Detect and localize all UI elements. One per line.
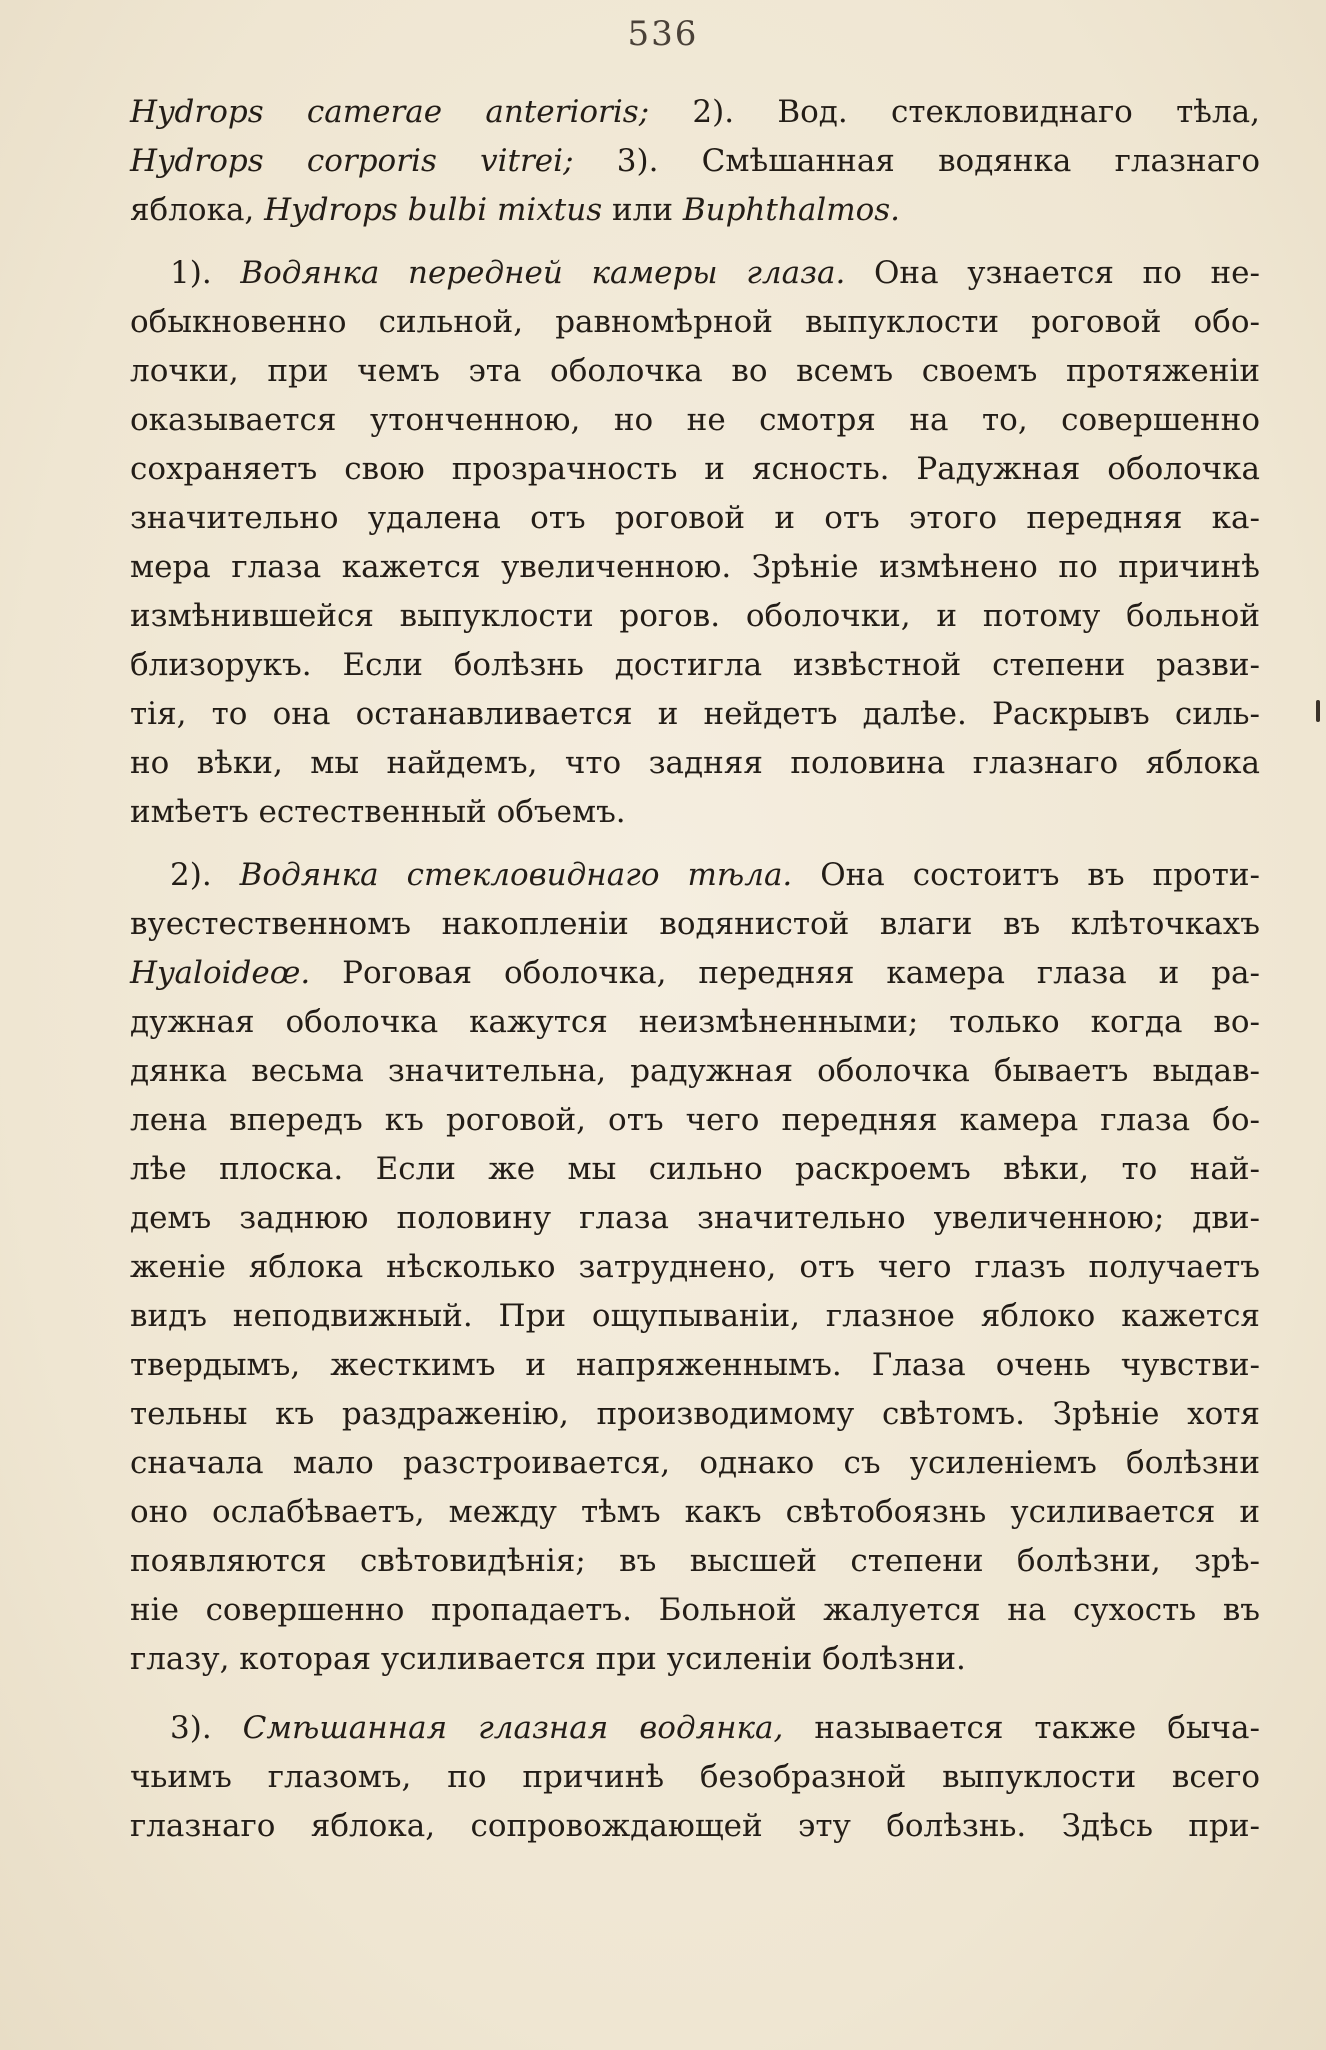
text-segment: 3). Смѣшанная водянка глазнаго	[573, 143, 1260, 179]
text-segment: видъ неподвижный. При ощупываніи, глазное яблоко кажется	[130, 1298, 1260, 1334]
text-line	[130, 445, 1260, 494]
text-segment: 2). Вод. стекловиднаго тѣла,	[649, 94, 1260, 130]
body-text	[130, 88, 1260, 1851]
italic-text: Водянка стекловиднаго тѣла.	[239, 857, 793, 893]
text-segment: значительно удалена отъ роговой и отъ этого передняя ка-	[130, 500, 1260, 536]
text-segment: Она узнается по не-	[845, 255, 1260, 291]
text-segment: мера глаза кажется увеличенною. Зрѣніе измѣнено по причинѣ	[130, 549, 1260, 585]
text-segment: сохраняетъ свою прозрачность и ясность. Радужная оболочка	[130, 451, 1260, 487]
text-segment: измѣнившейся выпуклости рогов. оболочки, и потому больной	[130, 598, 1260, 634]
text-line	[130, 788, 1260, 837]
text-line	[130, 592, 1260, 641]
italic-text: Водянка передней камеры глаза.	[240, 255, 846, 291]
text-line	[130, 1802, 1260, 1851]
text-line	[130, 396, 1260, 445]
text-segment: чьимъ глазомъ, по причинѣ безобразной выпуклости всего	[130, 1759, 1260, 1795]
text-line	[130, 1704, 1260, 1753]
paragraph-gap	[130, 1684, 1260, 1704]
text-segment: или	[602, 192, 683, 228]
text-segment: лочки, при чемъ эта оболочка во всемъ своемъ протяженіи	[130, 353, 1260, 389]
text-segment: Роговая оболочка, передняя камера глаза и ра-	[310, 955, 1260, 991]
text-line	[130, 690, 1260, 739]
text-segment: яблока,	[130, 192, 265, 228]
paragraph-gap	[130, 837, 1260, 851]
text-line	[130, 1586, 1260, 1635]
text-segment: тельны къ раздраженію, производимому свѣтомъ. Зрѣніе хотя	[130, 1396, 1260, 1432]
text-line	[130, 88, 1260, 137]
text-line	[130, 186, 1260, 235]
text-line	[130, 1194, 1260, 1243]
text-segment: 1).	[170, 255, 241, 291]
text-segment: но вѣки, мы найдемъ, что задняя половина глазнаго яблока	[130, 745, 1260, 781]
text-segment: обыкновенно сильной, равномѣрной выпуклости роговой обо-	[130, 304, 1260, 340]
text-segment: 2).	[170, 857, 240, 893]
text-segment: вуестественномъ накопленіи водянистой влаги въ клѣточкахъ	[130, 906, 1260, 942]
text-line	[130, 1488, 1260, 1537]
text-line	[130, 543, 1260, 592]
text-segment: глазу, которая усиливается при усиленіи болѣзни.	[130, 1641, 966, 1677]
text-segment: появляются свѣтовидѣнія; въ высшей степени болѣзни, зрѣ-	[130, 1543, 1260, 1579]
text-line	[130, 1047, 1260, 1096]
text-line	[130, 494, 1260, 543]
page-number: 536	[627, 14, 699, 54]
italic-text: Смѣшанная глазная водянка,	[242, 1710, 784, 1746]
text-segment: твердымъ, жесткимъ и напряженнымъ. Глаза очень чувстви-	[130, 1347, 1260, 1383]
text-segment: дянка весьма значительна, радужная оболочка бываетъ выдав-	[130, 1053, 1260, 1089]
text-line	[130, 949, 1260, 998]
text-segment: близорукъ. Если болѣзнь достигла извѣстной степени разви-	[130, 647, 1260, 683]
text-line	[130, 298, 1260, 347]
margin-mark	[1316, 700, 1320, 722]
text-segment: демъ заднюю половину глаза значительно увеличенною; дви-	[130, 1200, 1260, 1236]
text-segment: называется также быча-	[783, 1710, 1261, 1746]
italic-text: Buphthalmos.	[682, 192, 901, 228]
text-segment: глазнаго яблока, сопровождающей эту болѣзнь. Здѣсь при-	[130, 1808, 1260, 1844]
text-line	[130, 1537, 1260, 1586]
text-line	[130, 1753, 1260, 1802]
text-segment: оно ослабѣваетъ, между тѣмъ какъ свѣтобоязнь усиливается и	[130, 1494, 1260, 1530]
text-line	[130, 1635, 1260, 1684]
text-line	[130, 641, 1260, 690]
text-segment: дужная оболочка кажутся неизмѣненными; только когда во-	[130, 1004, 1260, 1040]
text-line	[130, 1243, 1260, 1292]
paragraph-gap	[130, 235, 1260, 249]
italic-text: Hyaloideœ.	[130, 955, 311, 991]
text-segment: лена впередъ къ роговой, отъ чего передняя камера глаза бо-	[130, 1102, 1260, 1138]
italic-text: Hydrops bulbi mixtus	[264, 192, 603, 228]
text-segment: имѣетъ естественный объемъ.	[130, 794, 626, 830]
text-line	[130, 851, 1260, 900]
text-line	[130, 1145, 1260, 1194]
text-line	[130, 1341, 1260, 1390]
text-segment: оказывается утонченною, но не смотря на то, совершенно	[130, 402, 1260, 438]
text-line	[130, 1096, 1260, 1145]
text-segment: лѣе плоска. Если же мы сильно раскроемъ вѣки, то най-	[130, 1151, 1260, 1187]
text-line	[130, 739, 1260, 788]
text-line	[130, 137, 1260, 186]
text-segment: женіе яблока нѣсколько затруднено, отъ чего глазъ получаетъ	[130, 1249, 1260, 1285]
text-line	[130, 1390, 1260, 1439]
text-line	[130, 1439, 1260, 1488]
italic-text: Hydrops corporis vitrei;	[130, 143, 574, 179]
text-line	[130, 1292, 1260, 1341]
text-segment: сначала мало разстроивается, однако съ усиленіемъ болѣзни	[130, 1445, 1260, 1481]
text-segment: ніе совершенно пропадаетъ. Больной жалуется на сухость въ	[130, 1592, 1260, 1628]
italic-text: Hydrops camerae anterioris;	[130, 94, 650, 130]
text-segment: 3).	[170, 1710, 243, 1746]
text-segment: тія, то она останавливается и нейдетъ далѣе. Раскрывъ силь-	[130, 696, 1260, 732]
text-segment: Она состоитъ въ проти-	[792, 857, 1260, 893]
text-line	[130, 900, 1260, 949]
text-line	[130, 249, 1260, 298]
text-line	[130, 998, 1260, 1047]
text-line	[130, 347, 1260, 396]
